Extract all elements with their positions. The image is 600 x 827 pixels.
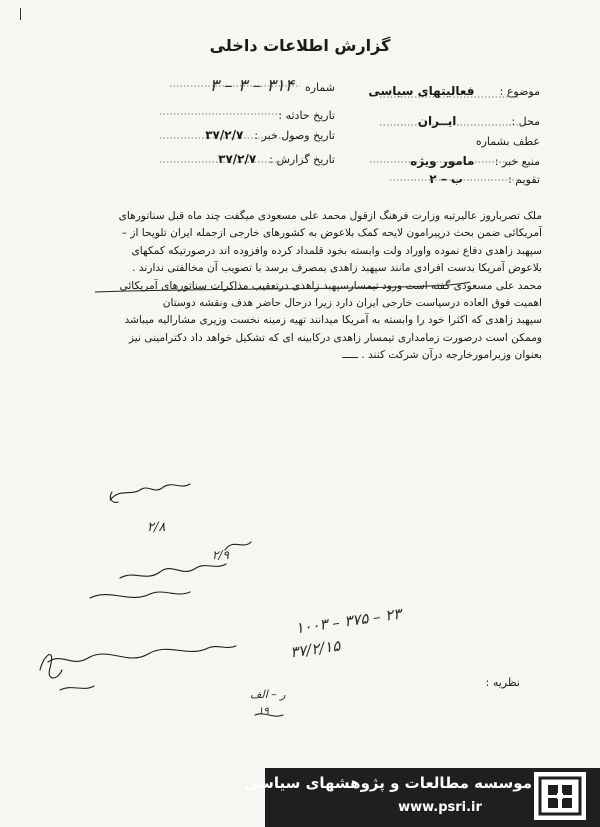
body-line: محمد علی مسعودی گفته است ورود تیمسارسپهبد زاهدی درتعقیب مذاکرات سناتورهای آمریکائی [119, 279, 542, 292]
institute-name: موسسه مطالعات و پژوهشهای سیاسی [243, 774, 532, 792]
handwritten-number: ۱۰۰۳ – ۳۷۵ – ۲۳ [294, 604, 403, 638]
body-line: آمریکائی ضمن بحث درپیرامون لایحه کمک بلاعوض به کشورهای خارجی ازجمله ایران تلویحا از – [121, 227, 542, 240]
body-line: سپهبد زاهدی که اکثرا خود را وابسته به آمریکا میدانند تهیه زمینه نخست وزیری مشارالیه میباشد [124, 314, 542, 327]
institute-url[interactable]: www.psri.ir [398, 800, 482, 815]
body-line: بعنوان وزیرامورخارجه درآن شرکت کنند . ـــــ [342, 349, 542, 362]
number-value: ۳۱۴ – ۳ – ۳ [209, 76, 294, 96]
event-date-label: تاریخ حادثه : [278, 109, 335, 122]
institute-logo-icon [534, 772, 586, 820]
number-label: شماره [304, 81, 335, 94]
note-19: ۱۹ [258, 706, 269, 717]
opinion-label: نظریه : [485, 676, 520, 689]
report-date-label: تاریخ گزارش : [269, 153, 335, 166]
body-line: ملک تصرباروز عالیرتبه وزارت فرهنگ ازقول محمد علی مسعودی میگفت چند ماه قبل سناتورهای [118, 210, 542, 222]
place-value: ایــران [417, 114, 457, 128]
page-mark: ر – الف [250, 688, 286, 701]
subject-label: موضوع : [499, 85, 540, 98]
body-line: بلاعوض آمریکا بدست افرادی مانند سپهبد زاهدی بمصرف برسد با تصویب آن مخالفتی ندارند . [132, 262, 542, 275]
body-line: سپهبد زاهدی دفاع نموده واوراد ولت وابسته بخود قلمداد کرده وافزوده اند درصورتیکه کمکهای [131, 244, 542, 257]
subject-value: فعالیتهای سیاسی [368, 84, 475, 98]
calendar-value: ب – ۲ [429, 172, 463, 186]
body-line: وممکن است درصورت زمامداری تیمسار زاهدی درکابینه ای که تشکیل خواهد داد دکترامینی نیز [128, 331, 542, 344]
report-date-value: ۳۷/۲/۷ [218, 152, 257, 166]
place-label: محل : [511, 115, 540, 128]
institute-logo [534, 772, 586, 820]
source-value: مامور ویژه [410, 154, 475, 168]
body-line: اهمیت فوق العاده درسیاست خارجی ایران دارد زیرا درحال حاضر هدف ونقشه دوستان [162, 297, 542, 310]
note-2-9: ۲/۹ [212, 548, 229, 562]
reference-label: عطف بشماره [475, 135, 540, 148]
document-title: گزارش اطلاعات داخلی [209, 36, 391, 55]
calendar-label: تقویم : [508, 173, 540, 186]
source-label: منبع خبر : [494, 155, 540, 168]
handwritten-date: ۳۷/۲/۱۵ [288, 636, 342, 662]
handwritten-underline [0, 0, 600, 400]
received-date-label: تاریخ وصول خبر : [254, 129, 335, 142]
received-date-value: ۳۷/۲/۷ [205, 128, 244, 142]
note-2-8: ۲/۸ [147, 520, 166, 535]
handwritten-signatures [0, 440, 560, 760]
